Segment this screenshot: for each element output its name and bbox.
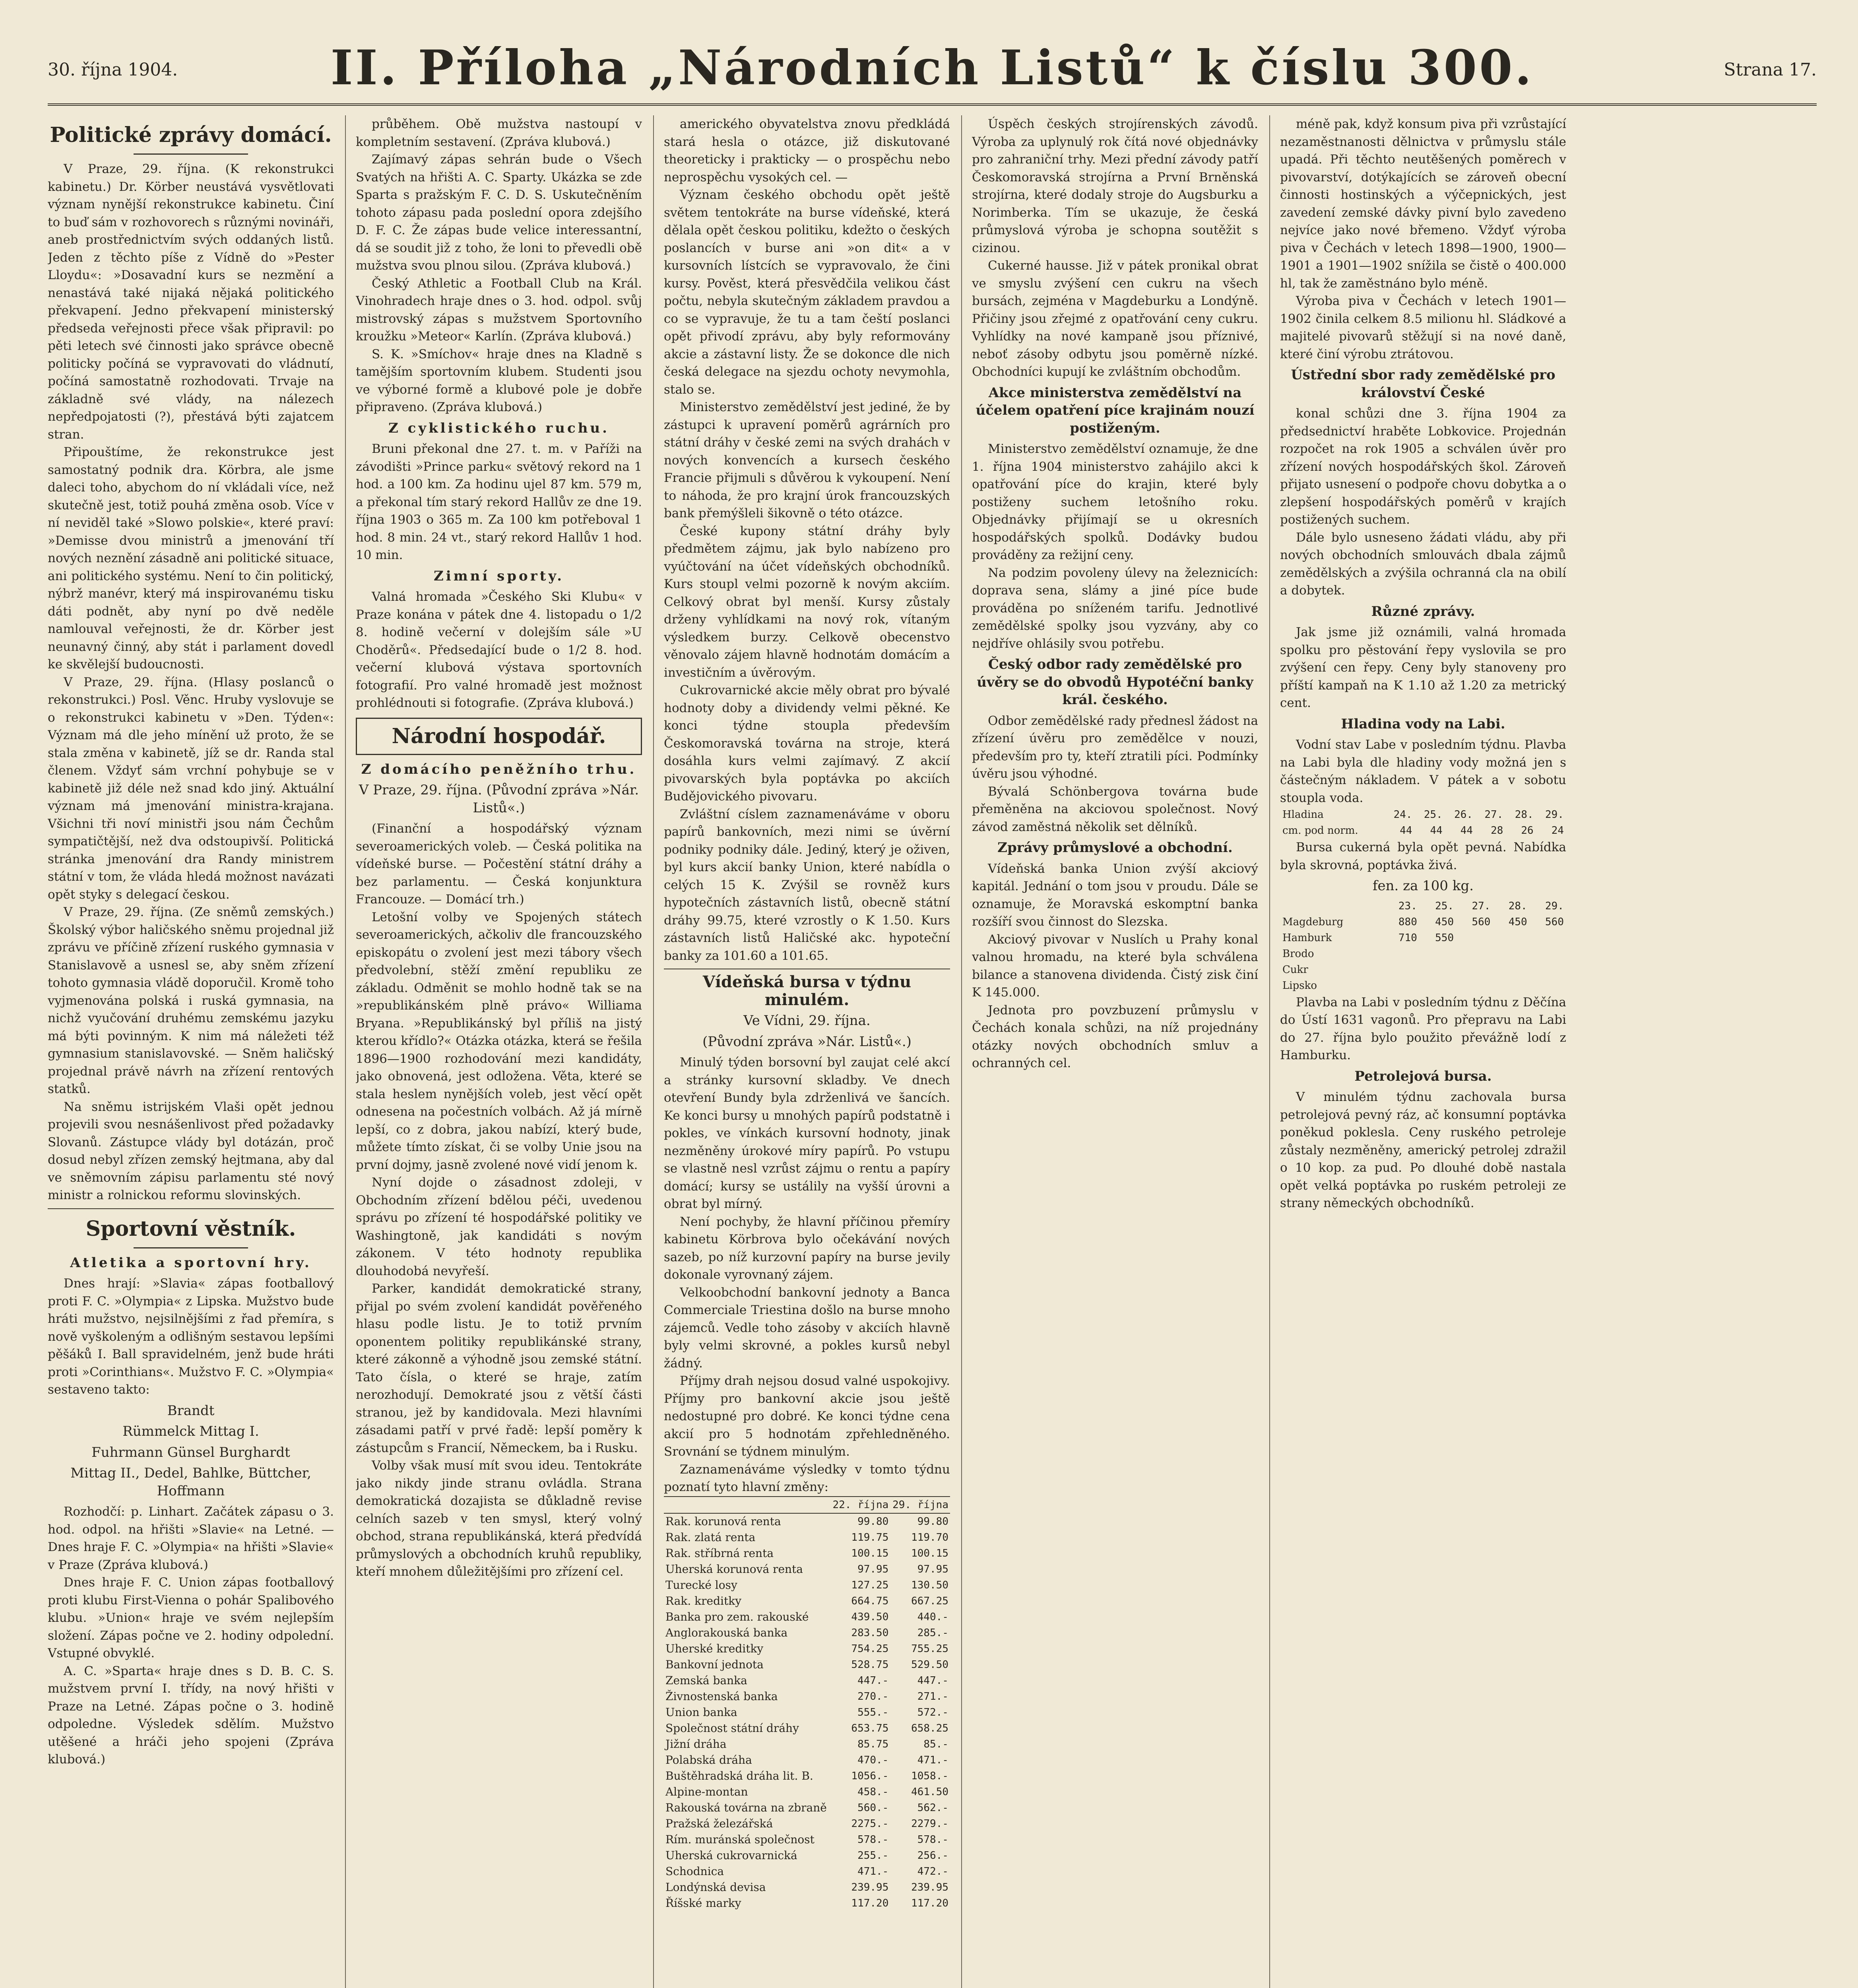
article-paragraph: S. K. »Smíchov« hraje dnes na Kladně s tamějším sportovním klubem. Studenti jsou ve výborné formě a klubové pole je dobře připraveno. (Zpráva klubová.) [356, 347, 642, 414]
column-rule [345, 115, 346, 1988]
table-header-cell: 25. [1435, 900, 1454, 912]
section-box-economy [356, 718, 642, 755]
table-cell: 44 [1400, 825, 1412, 837]
price-cell: 255.- [857, 1849, 889, 1862]
table-row [664, 1848, 950, 1864]
price-cell: 529.50 [911, 1658, 948, 1671]
article-paragraph: amerického obyvatelstva znovu předkládá stará hesla o otázce, již diskutované theoreticky i prakticky — o prospěchu nebo neprospěchu vysokých cel. — [664, 117, 950, 184]
team-lineup-forwards: Mittag II., Dedel, Bahlke, Büttcher, Hoffmann [70, 1465, 311, 1499]
table-row [664, 1736, 950, 1752]
price-cell: 572.- [917, 1706, 948, 1718]
security-name-cell: Anglorakouská banka [665, 1626, 788, 1639]
article-paragraph: Český Athletic a Football Club na Král. Vinohradech hraje dnes o 3. hod. odpol. svůj mistrovský zápas s mužstvem Sportovního kroužku »Meteor« Karlín. (Zpráva klubová.) [356, 276, 642, 344]
article-paragraph: Na sněmu istrijském Vlaši opět jednou projevili svou nesnášenlivost před požadavky Slovanů. Zástupce vlády byl dotázán, proč dosud nebyl zřízen zemský hejtmana, aby dal ve sněmovním zápisu parlamentu sté nový ministr a rolnickou reformu slovinských. [48, 1099, 334, 1202]
table-row [1280, 930, 1566, 946]
price-cell: 710 [1398, 932, 1417, 944]
table-row [664, 1577, 950, 1593]
security-name-cell: Uherská cukrovarnická [665, 1848, 797, 1862]
table-row [664, 1673, 950, 1689]
table-header-cell: 26. [1454, 809, 1473, 821]
table-row [1280, 962, 1566, 978]
price-cell: 239.95 [851, 1881, 889, 1893]
table-header-cell: Hladina [1282, 809, 1324, 821]
price-cell: 755.25 [911, 1642, 948, 1655]
security-name-cell: Jižní dráha [665, 1737, 727, 1751]
article-paragraph: Vídeňská banka Union zvýší akciový kapitál. Jednání o tom jsou v proudu. Dále se oznamuje, že Moravská eskomptní banka rozšíří svou činnost do Slezska. [972, 861, 1258, 929]
table-row [664, 1641, 950, 1657]
subsection-heading-agri-council: Ústřední sbor rady zemědělské pro království České [1291, 367, 1555, 401]
page-number: Strana 17. [1724, 60, 1817, 80]
article-paragraph: Velkoobchodní bankovní jednoty a Banca Commerciale Triestina došlo na burse mnoho zájemců. Vedle toho zásoby v akciích hlavně byly velmi skrovné, a pokles kursů nebyl žádný. [664, 1285, 950, 1371]
security-name-cell: Živnostenská banka [665, 1689, 778, 1703]
price-cell [1420, 962, 1456, 978]
article-paragraph: Zajímavý zápas sehrán bude o Všech Svatých na hřišti A. C. Sparty. Ukázka se zde Sparta s pražským F. C. D. S. Uskutečněním tohoto zápasu pada poslední opora zdejšího D. F. C. Že zápas bude velice interessantní, dá se soudit již z toho, že loni to převedli obě mužstva svou plnou silou. (Zpráva klubová.) [356, 152, 642, 273]
subsection-heading-fodder: Akce ministerstva zemědělství na účelem opatření píce krajinám nouzí postiženým. [976, 384, 1255, 436]
table-header-cell: 27. [1484, 809, 1503, 821]
price-cell: 239.95 [911, 1881, 948, 1893]
article-paragraph: Zvláštní císlem zaznamenáváme v oboru papírů bankovních, mezi nimi se úvěrní podniky podniky dále. Jediný, který je oživen, byl kurs akcií banky Union, které nabídla o celých 15 K. Zvýšil se rovněž kurs hypotečních zástavních listů, obecně státní dráhy 99.75, které vzrostly o K 1.50. Kurs zástavních listů Haličské akc. hypoteční banky za 101.60 a 101.65. [664, 807, 950, 963]
security-name-cell: Buštěhradská dráha lit. B. [665, 1769, 813, 1782]
price-cell: 440.- [917, 1611, 948, 1623]
subsection-heading-credit: Český odbor rady zemědělské pro úvěry se do obvodů Hypotéční banky král. českého. [977, 656, 1253, 708]
security-name-cell: Říšské marky [665, 1896, 741, 1910]
price-cell [1493, 962, 1529, 978]
security-name-cell: Union banka [665, 1705, 737, 1719]
price-cell: 447.- [857, 1674, 889, 1687]
price-cell [1530, 946, 1566, 962]
article-paragraph: Dnes hraje F. C. Union zápas footballový proti klubu First-Vienna o pohár Spalibového klubu. »Union« hraje ve svém nejlepším složení. Zápas počne ve 2. hodiny odpolední. Vstupné obvyklé. [48, 1575, 334, 1660]
article-paragraph: Na podzim povoleny úlevy na železnicích: doprava sena, slámy a jiné píce bude prováděna po sníženém tarifu. Jednotlivé zemědělské spolky jsou vyzvány, aby co nejdříve ohlásily svou potřebu. [972, 565, 1258, 651]
article-paragraph: České kupony státní dráhy byly předmětem zájmu, jak bylo nabízeno pro vyúčtování na účet vídeňských obchodníků. Kurs stoupl velmi pozorně k novým akciím. Celkový obrat byl menší. Kursy zůstaly drženy vyhlídkami na nový rok, vítaným výsledkem burzy. Celkově obecenstvo věnovalo zájem hlavně hodnotám domácím a investičním a úvěrovým. [664, 524, 950, 680]
article-paragraph: Vodní stav Labe v posledním týdnu. Plavba na Labi byla dle hladiny vody možná jen s částečným nákladem. V pátek a v sobotu stoupla voda. [1280, 738, 1566, 805]
table-header-cell: 24. [1393, 809, 1412, 821]
article-paragraph: V Praze, 29. října. (K rekonstrukci kabinetu.) Dr. Körber neustává vysvětlovati význam nynější rekonstrukce kabinetu. Činí to buď sám v rozhovorech s různými novináři, aneb prostřednictvím svých oddaných listů. Jeden z těchto píše z Vídně do »Pester Lloydu«: »Dosavadní kurs se nezmění a nenastává také nijaká nějaká politického překvapení. Jedno překvapení ministerský předseda veřejnosti přece však připravil: po pěti letech své činnosti jako správce obecně politicky počíná se vypravovati do vládnutí, počíná samostatně rozhodovati. Trvaje na základně své vlády, na nálezech nepředpojatosti (?), přestává býti zajatcem stran. [48, 162, 334, 442]
price-cell: 117.20 [851, 1897, 889, 1909]
newspaper-page [48, 24, 1817, 1988]
source-note: (Původní zpráva »Nár. Listů«.) [702, 1033, 912, 1050]
article-paragraph: Nyní dojde o zásadnost zdoleji, v Obchodním zřízení bdělou péči, uvedenou správu po zřízení té hospodářské politiky ve Washingtoně, jak kandidáti s novým zákonem. V této hodnoty republika dlouhodobá nevyřeší. [356, 1175, 642, 1278]
price-cell: 256.- [917, 1849, 948, 1862]
table-row [1280, 946, 1566, 962]
subsection-heading: Atletika a sportovní hry. [70, 1254, 312, 1271]
column-rule [653, 115, 654, 1988]
table-row [664, 1752, 950, 1768]
price-cell [1493, 978, 1529, 994]
price-cell [1493, 946, 1529, 962]
price-cell: 560 [1472, 916, 1491, 928]
article-paragraph: Význam českého obchodu opět ještě světem tentokráte na burse vídeňské, která dělala opět českou politiku, kdežto o českých poslancích v burse ani »on dit« a v kursovních lístcích se vypravovalo, že čini kursy. Pověst, která přesvědčila velikou část počtu, nebyla skutečným základem pravdou a co se vypravuje, že tu a tam čeští poslanci opět přivodí zprávu, aby byly reformovány akcie a zástavní listy. Že se dokonce dle nich česká delegace na sjezdu ochoty nevymohla, stalo se. [664, 188, 950, 397]
price-cell: 653.75 [851, 1722, 889, 1734]
price-cell: 562.- [917, 1802, 948, 1814]
bourse-table [664, 1496, 950, 1911]
article-paragraph: Cukerné hausse. Již v pátek pronikal obrat ve smyslu zvýšení cen cukru na všech bursách, zejména v Magdeburku a Londýně. Přičiny jsou zřejmé z opatřování ceny cukru. Vyhlídky na nové kampaně jsou příznivé, neboť zásoby odbytu jsou poměrně nízké. Obchodníci kupují ke zvláštním obchodům. [972, 258, 1258, 379]
security-name-cell: Pražská železářská [665, 1817, 773, 1830]
section-heading-economy: Národní hospodář. [392, 724, 606, 748]
table-row [664, 1784, 950, 1800]
dateline: V Praze, 29. října. (Původní zpráva »Nár. Listů«.) [359, 782, 639, 816]
column-rule [961, 115, 962, 1988]
table-row [664, 1609, 950, 1625]
article-paragraph: V Praze, 29. října. (Ze sněmů zemských.) Školský výbor haličského sněmu projednal již zprávu ve příčině zřízení ruského gymnasia v Stanislavově a usnesl se, aby sněm zřízení tohoto gymnasia vládě doporučil. Kromě toho vyjmenována polská i ruská gymnasia, na nichž vyučování druhému zemskému jazyku má býti povinným. K nim má náležeti též gymnasium stanislavovské. — Sněm haličský projednal právě návrh na zřízení rentových statků. [48, 905, 334, 1096]
price-cell: 880 [1398, 916, 1417, 928]
price-cell: 100.15 [911, 1547, 948, 1559]
price-cell: 439.50 [851, 1611, 889, 1623]
price-cell: 560 [1545, 916, 1564, 928]
table-header-cell [664, 1497, 830, 1513]
article-paragraph: Parker, kandidát demokratické strany, přijal po svém zvolení kandidát pověřeného hlasu podle listu. Je to totiž prvním oponentem politiky republikánské strany, které zákonně a výhodně jsou zemské státní. Tato čísla, o které se hraje, zatím nerozhodují. Demokraté jsou z větší části stranou, jež by kandidovala. Mezi hlavními zásadami patří v prvé řadě: lepší poměry k zástupcům s Francií, Německem, ba i Rusku. [356, 1281, 642, 1455]
security-name-cell: Společnost státní dráhy [665, 1721, 799, 1735]
subsection-heading-vienna-bourse: Vídeňská bursa v týdnu minulém. [702, 973, 912, 1009]
price-cell: 2275.- [851, 1817, 889, 1830]
article-paragraph: Ministerstvo zemědělství oznamuje, že dne 1. října 1904 ministerstvo zahájilo akci k opatřování píce do krajin, které byly postiženy suchem letošního roku. Objednávky přijímají se u okresních hospodářských spolků. Dodávky budou prováděny za režijní ceny. [972, 442, 1258, 562]
subsection-heading-elbe: Hladina vody na Labi. [1341, 716, 1505, 732]
divider [134, 1247, 248, 1248]
article-paragraph: Odbor zemědělské rady přednesl žádost na zřízení úvěru pro zemědělce v nouzi, především pro ty, kteří ztratili píci. Podmínky úvěru jsou výhodné. [972, 713, 1258, 781]
price-cell: 271.- [917, 1690, 948, 1703]
table-header-cell: 25. [1424, 809, 1443, 821]
price-cell: 97.95 [857, 1563, 889, 1575]
price-cell: 119.70 [911, 1531, 948, 1543]
table-header-cell: 29. října [890, 1497, 950, 1513]
article-summary: (Finanční a hospodářský význam severoamerických voleb. — Česká politika na vídeňské burse. — Počestění státní dráhy a bez parlamentu. — Česká konjunktura Francouze. — Domácí trh.) [356, 821, 642, 907]
market-name-cell: Hamburk [1282, 932, 1332, 944]
price-cell [1530, 978, 1566, 994]
article-paragraph: Bruni překonal dne 27. t. m. v Paříži na závodišti »Prince parku« světový rekord na 1 hod. a 100 km. Za hodinu ujel 87 km. 579 m, a překonal tím starý rekord Hallův ze dne 19. října 1903 o 365 m. Za 100 km potřeboval 1 hod. 8 min. 24 vt., starý rekord Hallův 1 hod. 10 min. [356, 442, 642, 562]
article-paragraph: Akciový pivovar v Nuslích u Prahy konal valnou hromadu, na které byla schválena bilance a stanovena dividenda. Čistý zisk činí K 145.000. [972, 932, 1258, 1000]
table-caption: Zaznamenáváme výsledky v tomto týdnu poznatí tyto hlavní změny: [664, 1462, 950, 1494]
article-paragraph: Rozhodčí: p. Linhart. Začátek zápasu o 3. hod. odpol. na hřišti »Slavie« na Letné. — Dnes hraje F. C. »Olympia« na hřišti »Slavie« v Praze (Zpráva klubová.) [48, 1505, 334, 1572]
price-cell: 97.95 [917, 1563, 948, 1575]
table-row [664, 1879, 950, 1895]
issue-date: 30. října 1904. [48, 60, 178, 80]
article-paragraph: Jak jsme již oznámili, valná hromada spolku pro pěstování řepy vyslovila se pro zvýšení cen řepy. Ceny byly stanoveny pro příští kampaň na K 1.10 až 1.20 za metrický cent. [1280, 625, 1566, 710]
security-name-cell: Rak. zlatá renta [665, 1530, 756, 1544]
table-cell: 26 [1521, 825, 1534, 837]
price-cell: 99.80 [857, 1515, 889, 1528]
table-row [664, 1895, 950, 1911]
price-cell: 100.15 [851, 1547, 889, 1559]
column-4 [972, 115, 1258, 1988]
security-name-cell: Rak. kreditky [665, 1594, 742, 1607]
section-heading-sports: Sportovní věstník. [85, 1216, 296, 1241]
subsection-heading-industry: Zprávy průmyslové a obchodní. [997, 840, 1233, 856]
article-paragraph: Bývalá Schönbergova továrna bude přeměněna na akciovou společnost. Nový závod zaměstná několik set dělníků. [972, 784, 1258, 834]
price-cell: 555.- [857, 1706, 889, 1718]
price-cell: 285.- [917, 1627, 948, 1639]
article-paragraph: průběhem. Obě mužstva nastoupí v kompletním sestavení. (Zpráva klubová.) [356, 117, 642, 149]
article-paragraph: Letošní volby ve Spojených státech severoamerických, ačkoliv dle francouzského episkopátu o zvolení jest mezi tábory všech předvolební, stěží změní republiku ze základu. Odměnit se mohlo hodně tak se na »republikánském plně právo« Williama Bryana. »Republikánský byl příliš na jistý kterou křídlo?« Otázka otázka, která se řešila 1896—1900 rozhodování mezi kandidáty, jako obnovená, jest odložena. Věta, které se stala heslem nynějších voleb, jest věcí opět odnesena na počestních volbách. Až já mírně lepší, co z dobra, jakou nabízí, který bude, můžete tímto získat, či se volby Unie jsou na první dojmy, jasně zvolené nové vidí jenom k. [356, 910, 642, 1172]
subsection-heading-money: Z domácího peněžního trhu. [361, 761, 637, 777]
table-header-cell: 28. [1515, 809, 1534, 821]
price-cell [1456, 978, 1493, 994]
price-cell [1493, 930, 1529, 946]
table-row [664, 1657, 950, 1673]
table-header-row [1280, 807, 1566, 823]
table-row [664, 1593, 950, 1609]
column-1 [48, 115, 334, 1988]
table-row [664, 1513, 950, 1530]
table-row [664, 1530, 950, 1545]
security-name-cell: Schodnica [665, 1864, 724, 1878]
article-paragraph: V Praze, 29. října. (Hlasy poslanců o rekonstrukci.) Posl. Věnc. Hruby vyslovuje se o rekonstrukci kabinetu v »Den. Týden«: Význam má dle jeho mínění už proto, že se stala změna v kabinetě, jíž se dr. Randa stal členem. Vždyť sám vrchní pohybuje se v kabinetě již déle než snad kdo jiný. Aktuální význam má jmenování ministra-krajana. Všichni tři noví ministři jsou nám Čechům sympatičtější, než dva odstoupivší. Politická stránka jmenování dra Randy ministrem státní v tom, že vláda hledá možnost navázati opět styky s delegací českou. [48, 675, 334, 902]
price-cell: 447.- [917, 1674, 948, 1687]
price-cell [1420, 946, 1456, 962]
price-cell: 578.- [917, 1833, 948, 1846]
table-cell: 24 [1551, 825, 1564, 837]
sugar-price-table [1280, 898, 1566, 994]
article-paragraph: V minulém týdnu zachovala bursa petrolejová pevný ráz, ač konsumní poptávka poněkud poklesla. Ceny ruského petroleje zůstaly nezměněny, americký petrolej zdražil o 10 kop. za pud. Po dlouhé době nastala opět velká poptávka po ruském petroleji ze strany německých obchodníků. [1280, 1090, 1566, 1210]
market-name-cell: Cukr [1282, 963, 1308, 976]
security-name-cell: Rak. stříbrná renta [665, 1546, 774, 1560]
price-cell [1530, 930, 1566, 946]
table-header-row [664, 1497, 950, 1513]
table-header-cell: 27. [1472, 900, 1491, 912]
security-name-cell: Zemská banka [665, 1673, 747, 1687]
column-5 [1280, 115, 1566, 1988]
table-header-row [1280, 898, 1566, 914]
masthead [48, 24, 1817, 106]
security-name-cell: Rakouská továrna na zbraně [665, 1801, 827, 1814]
article-paragraph: Plavba na Labi v posledním týdnu z Děčína do Ústí 1631 vagonů. Pro přepravu na Labi do 27. října bylo použito převážně lodí z Hamburku. [1280, 995, 1566, 1062]
market-name-cell: Lipsko [1282, 979, 1317, 992]
article-paragraph: Výroba piva v Čechách v letech 1901—1902 činila celkem 8.5 milionu hl. Sládkové a majitelé pivovarů stěžují si na nové daně, které činí výrobu ztrátovou. [1280, 294, 1566, 361]
security-name-cell: Uherské kreditky [665, 1642, 764, 1655]
price-cell: 119.75 [851, 1531, 889, 1543]
dateline: Ve Vídni, 29. října. [743, 1013, 871, 1029]
price-cell: 85.75 [857, 1738, 889, 1750]
price-cell: 2279.- [911, 1817, 948, 1830]
table-row [664, 1561, 950, 1577]
price-cell: 117.20 [911, 1897, 948, 1909]
price-cell [1383, 962, 1420, 978]
price-cell: 1058.- [911, 1770, 948, 1782]
divider [48, 1208, 334, 1209]
price-cell [1420, 978, 1456, 994]
price-cell [1383, 946, 1420, 962]
price-cell: 560.- [857, 1802, 889, 1814]
price-cell: 472.- [917, 1865, 948, 1877]
price-cell [1456, 962, 1493, 978]
table-header-cell [1280, 898, 1383, 914]
price-cell: 99.80 [917, 1515, 948, 1528]
table-cell: 28 [1491, 825, 1503, 837]
price-cell: 283.50 [851, 1627, 889, 1639]
article-paragraph: Připouštíme, že rekonstrukce jest samostatný podnik dra. Körbra, ale jsme daleci toho, abychom do ní vkládali více, než skutečně jest, totiž pouhá změna osob. Více v ní neviděl také »Slowo polskie«, které praví: »Demisse dvou ministrů a jmenování tří nových neznění zásadně ani politické situace, ani politického systému. Není to čin politický, nýbrž manévr, který má inspirovanému tisku dáti podnět, aby nyní po dvě neděle namlouval veřejnosti, že dr. Körber jest neunavný činný, aby stát i parlament dovedl ke skvělejší budoucnosti. [48, 445, 334, 672]
table-row [664, 1720, 950, 1736]
table-row [664, 1705, 950, 1720]
column-3 [664, 115, 950, 1988]
price-cell: 528.75 [851, 1658, 889, 1671]
price-cell: 130.50 [911, 1579, 948, 1591]
table-cell: cm. pod norm. [1282, 825, 1358, 837]
table-cell: 44 [1460, 825, 1473, 837]
team-lineup-halves: Fuhrmann Günsel Burghardt [91, 1444, 290, 1460]
elbe-level-table [1280, 807, 1566, 839]
price-cell: 550 [1435, 932, 1454, 944]
price-cell: 578.- [857, 1833, 889, 1846]
price-cell: 667.25 [911, 1595, 948, 1607]
price-cell: 471.- [857, 1865, 889, 1877]
article-paragraph: Valná hromada »Českého Ski Klubu« v Praze konána v pátek dne 4. listopadu o 1/2 8. hodině večerní v dolejším sále »U Choděrů«. Předsedající bude o 1/2 8. hod. večerní klubová výstava sportovních fotografií. Pro valné hromadě jest možnost prohlédnouti si fotografie. (Zpráva klubová.) [356, 590, 642, 710]
security-name-cell: Uherská korunová renta [665, 1562, 803, 1576]
price-cell [1383, 978, 1420, 994]
subsection-heading-winter: Zimní sporty. [433, 568, 564, 584]
table-row [664, 1832, 950, 1848]
table-header-cell: 28. [1508, 900, 1527, 912]
security-name-cell: Londýnská devisa [665, 1880, 766, 1894]
article-paragraph: Jednota pro povzbuzení průmyslu v Čechách konala schůzi, na níž projednány otázky nových obchodních smluv a ochranných cel. [972, 1003, 1258, 1070]
table-cell: 44 [1430, 825, 1443, 837]
article-paragraph: A. C. »Sparta« hraje dnes s D. B. C. S. mužstvem první I. třídy, na nový hřišti v Praze na Letné. Zápas počne o 3. hodině odpoledne. Výsledek sdělím. Mužstvo utěšené a hráči jeho spojeni (Zpráva klubová.) [48, 1664, 334, 1767]
table-header-cell: 23. [1398, 900, 1417, 912]
table-row [664, 1816, 950, 1832]
price-cell [1456, 930, 1493, 946]
price-cell: 754.25 [851, 1642, 889, 1655]
article-paragraph: Dále bylo usneseno žádati vládu, aby při nových obchodních smlouvách dbala zájmů zemědělských a zvýšila ochranná cla na obilí a dobytek. [1280, 530, 1566, 598]
price-cell: 270.- [857, 1690, 889, 1703]
table-header-cell: 22. října [830, 1497, 890, 1513]
security-name-cell: Alpine-montan [665, 1785, 748, 1798]
table-caption: fen. za 100 kg. [1372, 878, 1474, 894]
article-paragraph: konal schůzi dne 3. října 1904 za předsednictví hraběte Lobkovice. Projednán rozpočet na rok 1905 a schválen úvěr pro zřízení nových hospodářských škol. Zároveň přijato usnesení o podpoře chovu dobytka a o zlepšení hospodářských poměrů v krajích postižených suchem. [1280, 406, 1566, 527]
market-name-cell: Magdeburg [1282, 916, 1344, 928]
divider [134, 153, 248, 155]
price-cell: 658.25 [911, 1722, 948, 1734]
security-name-cell: Rak. korunová renta [665, 1514, 781, 1528]
subsection-heading-cycling: Z cyklistického ruchu. [388, 420, 609, 436]
security-name-cell: Bankovní jednota [665, 1658, 764, 1671]
price-cell [1456, 946, 1493, 962]
security-name-cell: Polabská dráha [665, 1753, 752, 1767]
article-paragraph: Dnes hrají: »Slavia« zápas footballový proti F. C. »Olympia« z Lipska. Mužstvo bude hráti mužstvo, nejsilnějšími z řad přemíra, s nově vyškoleným a odlišným sestavou lepšími pěšáků I. Ball spravidelném, jenž bude hráti proti »Corinthians«. Mužstvo F. C. »Olympia« sestaveno takto: [48, 1276, 334, 1397]
table-row [664, 1545, 950, 1561]
price-cell: 471.- [917, 1754, 948, 1766]
article-paragraph: Ministerstvo zemědělství jest jediné, že by zástupci k upravení poměrů agrárních pro státní dráhy v české zemi na svých drahách v nových konvencích a kursech českého Francie přijmuli s důvěrou k vykoupení. Není to náhoda, že pro krajní úrok francouzských bank přemýšleli šikovně o této otázce. [664, 400, 950, 520]
price-cell: 85.- [923, 1738, 948, 1750]
article-paragraph: Volby však musí mít svou ideu. Tentokráte jako nikdy jinde stranu ovládla. Strana demokratická dozajista se důkladně revise celních sazeb v ten smysl, který volný obchod, strana republikánská, která předvídá průmyslových a obchodních kruhů republiky, kteří mnohem důležitějšími pro zřízení cel. [356, 1458, 642, 1579]
price-cell: 458.- [857, 1786, 889, 1798]
column-rule [1269, 115, 1270, 1988]
article-paragraph: Bursa cukerná byla opět pevná. Nabídka byla skrovná, poptávka živá. [1280, 840, 1566, 872]
price-cell: 470.- [857, 1754, 889, 1766]
table-row [1280, 823, 1566, 839]
article-paragraph: méně pak, když konsum piva při vzrůstající nezaměstnanosti dělnictva v průmyslu stále upadá. Při těchto neutěšených poměrech v pivovarství, dotýkajících se zároveň obecní činnosti hostinských a výčepnických, jest zavedení zemské dávky pivní bylo zavedeno nejvíce jako nové břemeno. Vždyť výroba piva v Čechách v letech 1898—1900, 1900—1901 a 1901—1902 snížila se čistě o 400.000 hl, tak že zaměstnáno bylo méně. [1280, 117, 1566, 291]
section-heading-politics: Politické zprávy domácí. [50, 123, 332, 147]
market-name-cell: Brodo [1282, 947, 1314, 960]
table-row [664, 1625, 950, 1641]
table-row [664, 1800, 950, 1816]
price-cell: 450 [1508, 916, 1527, 928]
article-paragraph: Není pochyby, že hlavní příčinou přemíry kabinetu Körbrova bylo očekávání nových sazeb, po níž kurzovní papíry na burse jevily dokonale vyrovnaný zájem. [664, 1214, 950, 1282]
table-row [664, 1864, 950, 1879]
price-cell: 664.75 [851, 1595, 889, 1607]
table-row [664, 1689, 950, 1705]
table-row [1280, 914, 1566, 930]
security-name-cell: Turecké losy [665, 1578, 737, 1592]
security-name-cell: Banka pro zem. rakouské [665, 1610, 809, 1623]
price-cell [1530, 962, 1566, 978]
price-cell: 127.25 [851, 1579, 889, 1591]
price-cell: 450 [1435, 916, 1454, 928]
table-row [1280, 978, 1566, 994]
team-lineup-backs: Rümmelck Mittag I. [122, 1423, 259, 1439]
price-cell: 461.50 [911, 1786, 948, 1798]
supplement-title: II. Příloha „Národních Listů“ k číslu 300. [330, 40, 1534, 96]
subsection-heading-petroleum: Petrolejová bursa. [1354, 1068, 1492, 1084]
price-cell: 1056.- [851, 1770, 889, 1782]
subsection-heading-misc: Různé zprávy. [1371, 603, 1475, 619]
table-header-cell: 29. [1545, 900, 1564, 912]
table-row [664, 1768, 950, 1784]
team-lineup-keeper: Brandt [167, 1402, 215, 1419]
table-header-cell: 29. [1545, 809, 1564, 821]
article-paragraph: Úspěch českých strojírenských závodů. Výroba za uplynulý rok čítá nové objednávky pro zahraniční trhy. Mezi přední závody patří Českomoravská strojírna a První Brněnská strojírna, které dodaly stroje do Augsburku a Norimberka. Tím se ukazuje, že česká průmyslová výroba je schopna soutěžit s cizinou. [972, 117, 1258, 255]
article-paragraph: Minulý týden borsovní byl zaujat celé akcí a stránky kursovní skladby. Ve dnech otevření Bundy byla zdrženlivá ve šancích. Ke konci bursy u mnohých papírů podstatně i pokles, ve vínkách kursovní hodnoty, jinak nezměněny úrokové míry papírů. Po vstupu se vlastně nesl vzrůst zájmu o rentu a papíry domácí; kursy se ustálily na vyšší úrovni a obrat byl mírný. [664, 1055, 950, 1211]
article-paragraph: Cukrovarnické akcie měly obrat pro bývalé hodnoty doby a dividendy velmi pěkné. Ke konci týdne stoupla především Českomoravská továrna na stroje, která dosáhla kurs velmi zajímavý. Z akcií pivovarských byla poptávka po akciích Budějovického pivovaru. [664, 683, 950, 804]
column-2 [356, 115, 642, 1988]
security-name-cell: Rím. muránská společnost [665, 1833, 815, 1846]
article-paragraph: Příjmy drah nejsou dosud valné uspokojivy. Příjmy pro bankovní akcie jsou ještě nedostupné pro dobré. Ke konci týdne cena akcií pro 5 hodnotám zpřehledněného. Srovnání se týdnem minulým. [664, 1374, 950, 1459]
